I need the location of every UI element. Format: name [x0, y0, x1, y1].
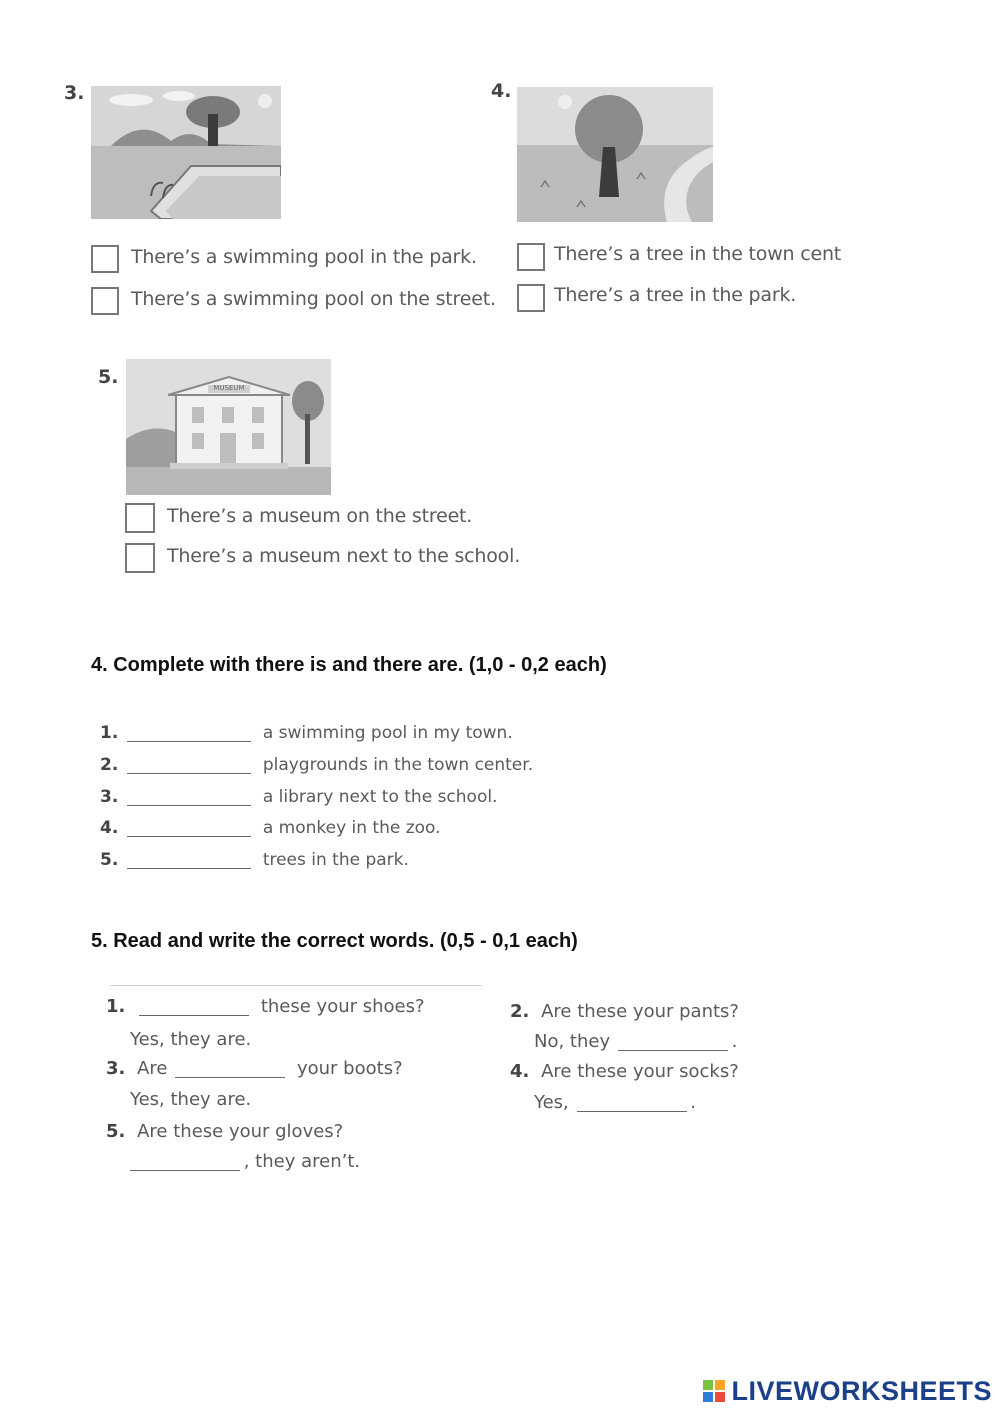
q5-1-question: [106, 996, 425, 1017]
section-5-heading: 5. Read and write the correct words. (0,5 - 0,1 each): [91, 930, 578, 952]
fill-row-5-text: trees in the park.: [262, 850, 409, 870]
q5-1-number: 1.: [106, 996, 126, 1017]
q5-4-number: 4.: [510, 1061, 530, 1082]
fill-row-3-input[interactable]: [127, 791, 251, 806]
item-3-option-1-checkbox[interactable]: [91, 245, 119, 273]
fill-row-2-number: 2.: [100, 755, 119, 775]
fill-row-2-input[interactable]: [127, 759, 251, 774]
fill-row-5-input[interactable]: [127, 854, 251, 869]
q5-5-after: , they aren’t.: [243, 1151, 361, 1172]
fill-row-5: [100, 850, 409, 870]
q5-4-text: Are these your socks?: [541, 1061, 739, 1082]
fill-row-1-number: 1.: [100, 723, 119, 743]
q5-4-question: [510, 1061, 739, 1082]
item-4-option-2-label: There’s a tree in the park.: [554, 284, 797, 306]
fill-row-1: [100, 723, 513, 743]
q5-5-answer: [130, 1151, 360, 1172]
item-3-number: 3.: [64, 82, 85, 104]
q5-5-input[interactable]: [130, 1156, 240, 1171]
q5-2-text: Are these your pants?: [541, 1001, 739, 1022]
logo-text: LIVEWORKSHEETS: [731, 1376, 992, 1406]
item-5-option-2-label: There’s a museum next to the school.: [167, 545, 521, 567]
q5-1-text: these your shoes?: [260, 996, 425, 1017]
q5-4-before: Yes,: [534, 1092, 569, 1113]
q5-3-input[interactable]: [175, 1063, 285, 1078]
fill-row-3: [100, 787, 497, 807]
fill-row-4-number: 4.: [100, 818, 119, 838]
q5-1-input[interactable]: [139, 1001, 249, 1016]
q5-1-answer: Yes, they are.: [130, 1029, 252, 1050]
q5-2-answer: [534, 1031, 737, 1052]
swimming-pool-park-picture: [91, 86, 281, 219]
fill-row-4-input[interactable]: [127, 822, 251, 837]
fill-row-4: [100, 818, 441, 838]
item-4-option-1-checkbox[interactable]: [517, 243, 545, 271]
item-5-number: 5.: [98, 366, 119, 388]
q5-2-before: No, they: [534, 1031, 611, 1052]
q5-4-answer: [534, 1092, 696, 1113]
logo-mark-icon: [703, 1380, 727, 1402]
q5-5-text: Are these your gloves?: [137, 1121, 344, 1142]
fill-row-5-number: 5.: [100, 850, 119, 870]
museum-picture: [126, 359, 331, 495]
q5-5-question: [106, 1121, 343, 1142]
tree-park-picture: [517, 87, 713, 222]
item-4-number: 4.: [491, 80, 512, 102]
liveworksheets-logo: [703, 1376, 992, 1407]
fill-row-2-text: playgrounds in the town center.: [262, 755, 534, 775]
item-5-option-1-label: There’s a museum on the street.: [167, 505, 473, 527]
item-5-option-2-checkbox[interactable]: [125, 543, 155, 573]
q5-2-question: [510, 1001, 739, 1022]
q5-3-answer: Yes, they are.: [130, 1089, 252, 1110]
fill-row-3-text: a library next to the school.: [262, 787, 498, 807]
item-4-option-1-label: There’s a tree in the town cent: [554, 243, 842, 265]
q5-4-input[interactable]: [577, 1097, 687, 1112]
divider-line: [110, 985, 482, 986]
item-3-option-2-checkbox[interactable]: [91, 287, 119, 315]
item-3-option-1-label: There’s a swimming pool in the park.: [131, 246, 477, 268]
fill-row-4-text: a monkey in the zoo.: [262, 818, 441, 838]
fill-row-2: [100, 755, 533, 775]
fill-row-1-text: a swimming pool in my town.: [262, 723, 513, 743]
fill-row-1-input[interactable]: [127, 727, 251, 742]
q5-3-number: 3.: [106, 1058, 126, 1079]
q5-2-number: 2.: [510, 1001, 530, 1022]
item-4-option-2-checkbox[interactable]: [517, 284, 545, 312]
q5-4-after: .: [690, 1092, 696, 1113]
q5-5-number: 5.: [106, 1121, 126, 1142]
q5-2-after: .: [731, 1031, 738, 1052]
item-3-option-2-label: There’s a swimming pool on the street.: [131, 288, 496, 310]
item-5-option-1-checkbox[interactable]: [125, 503, 155, 533]
q5-2-input[interactable]: [618, 1036, 728, 1051]
section-4-heading: 4. Complete with there is and there are. (1,0 - 0,2 each): [91, 654, 607, 676]
q5-3-before: Are: [137, 1058, 168, 1079]
q5-3-after: your boots?: [296, 1058, 403, 1079]
fill-row-3-number: 3.: [100, 787, 119, 807]
museum-sign-text: MUSEUM: [213, 384, 245, 392]
q5-3-question: [106, 1058, 403, 1079]
